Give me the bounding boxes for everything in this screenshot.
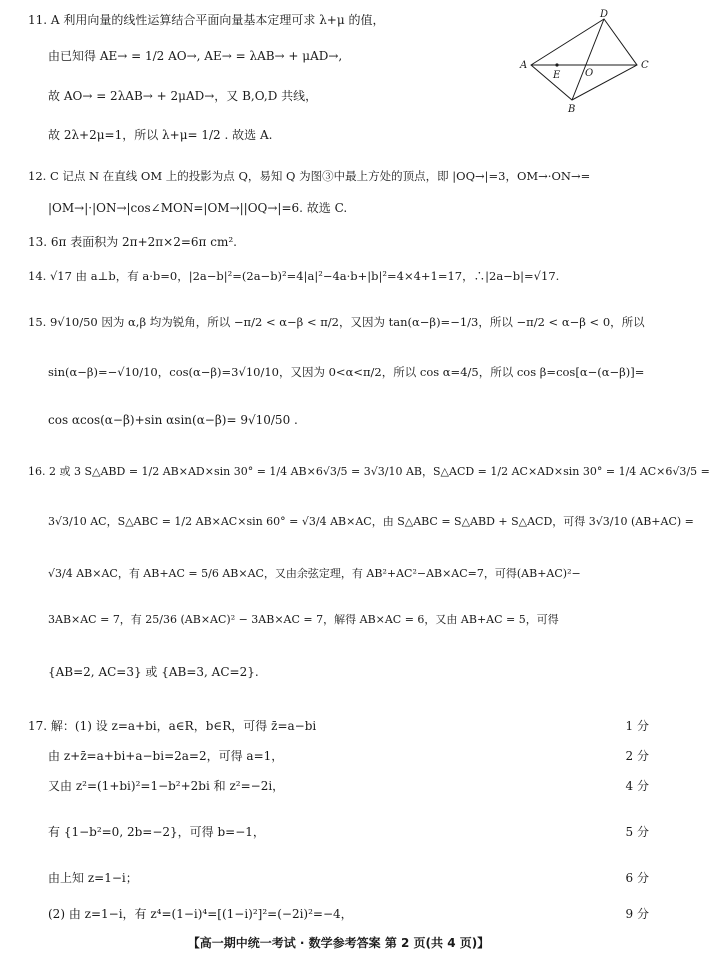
score-3: 4 分 [625, 779, 649, 793]
q17-line-5: 由上知 z=1−i； [48, 871, 138, 885]
q11-line-4: 故 2λ+2μ=1，所以 λ+μ= 1/2 . 故选 A. [48, 128, 273, 142]
score-4: 5 分 [625, 825, 649, 839]
figure-label-b: B [568, 104, 576, 115]
q17-line-3: 又由 z²=(1+bi)²=1−b²+2bi 和 z²=−2i， [48, 779, 285, 793]
q17-line-6: (2) 由 z=1−i，有 z⁴=(1−i)⁴=[(1−i)²]²=(−2i)²=−4， [48, 907, 353, 921]
figure-outline [531, 19, 637, 100]
q15-line-3: cos αcos(α−β)+sin αsin(α−β)= 9√10/50 . [48, 413, 298, 427]
q11-line-1: 11. A 利用向量的线性运算结合平面向量基本定理可求 λ+μ 的值， [28, 13, 385, 27]
q16-line-3: √3/4 AB×AC，有 AB+AC = 5/6 AB×AC，又由余弦定理，有 AB²+AC²−AB×AC=7，可得(AB+AC)²− [48, 567, 581, 580]
score-6: 9 分 [625, 907, 649, 921]
q16-line-5: {AB=2, AC=3} 或 {AB=3, AC=2}. [48, 665, 259, 679]
q17-line-2: 由 z+z̄=a+bi+a−bi=2a=2，可得 a=1， [48, 749, 284, 763]
figure-point-e [555, 63, 558, 66]
page-footer: 【高一期中统一考试 · 数学参考答案 第 2 页(共 4 页)】 [187, 936, 490, 950]
q16-line-2: 3√3/10 AC，S△ABC = 1/2 AB×AC×sin 60° = √3/4 AB×AC，由 S△ABC = S△ABD + S△ACD，可得 3√3/10 (AB+AC) = [48, 515, 694, 528]
q14-line: 14. √17 由 a⊥b，有 a·b=0，|2a−b|²=(2a−b)²=4|a|²−4a·b+|b|²=4×4+1=17，∴|2a−b|=√17. [28, 269, 560, 283]
q13-line: 13. 6π 表面积为 2π+2π×2=6π cm². [28, 235, 237, 249]
score-2: 2 分 [625, 749, 649, 763]
q17-line-1: 17. 解：(1) 设 z=a+bi，a∈R，b∈R，可得 z̄=a−bi [28, 719, 317, 733]
figure-label-d: D [600, 9, 609, 20]
figure-label-e: E [553, 70, 561, 81]
figure-label-c: C [641, 60, 649, 71]
q17-line-4: 有 {1−b²=0, 2b=−2}，可得 b=−1， [48, 825, 265, 839]
q15-line-2: sin(α−β)=−√10/10，cos(α−β)=3√10/10，又因为 0<α<π/2，所以 cos α=4/5，所以 cos β=cos[α−(α−β)]= [48, 365, 645, 379]
q15-line-1: 15. 9√10/50 因为 α,β 均为锐角，所以 −π/2 < α−β < π/2，又因为 tan(α−β)=−1/3，所以 −π/2 < α−β < 0，所以 [28, 315, 645, 329]
q11-line-3: 故 AO→ = 2λAB→ + 2μAD→，又 B,O,D 共线， [48, 89, 318, 103]
figure-label-a: A [520, 60, 528, 71]
figure-label-o: O [585, 68, 594, 79]
parallelogram-figure [515, 8, 655, 115]
q12-line-2: |OM→|·|ON→|cos∠MON=|OM→||OQ→|=6. 故选 C. [48, 201, 348, 215]
q11-line-2: 由已知得 AE→ = 1/2 AO→, AE→ = λAB→ + μAD→, [48, 49, 343, 63]
score-1: 1 分 [625, 719, 649, 733]
figure-diagonal-bd [572, 19, 604, 100]
q16-line-1: 16. 2 或 3 S△ABD = 1/2 AB×AD×sin 30° = 1/4 AB×6√3/5 = 3√3/10 AB，S△ACD = 1/2 AC×AD×sin 30° = 1/4 AC×6√3/5 = [28, 465, 710, 478]
q12-line-1: 12. C 记点 N 在直线 OM 上的投影为点 Q，易知 Q 为图③中最上方处的顶点，即 |OQ→|=3，OM→·ON→= [28, 169, 591, 183]
q16-line-4: 3AB×AC = 7，有 25/36 (AB×AC)² − 3AB×AC = 7，解得 AB×AC = 6，又由 AB+AC = 5，可得 [48, 613, 559, 626]
score-5: 6 分 [625, 871, 649, 885]
